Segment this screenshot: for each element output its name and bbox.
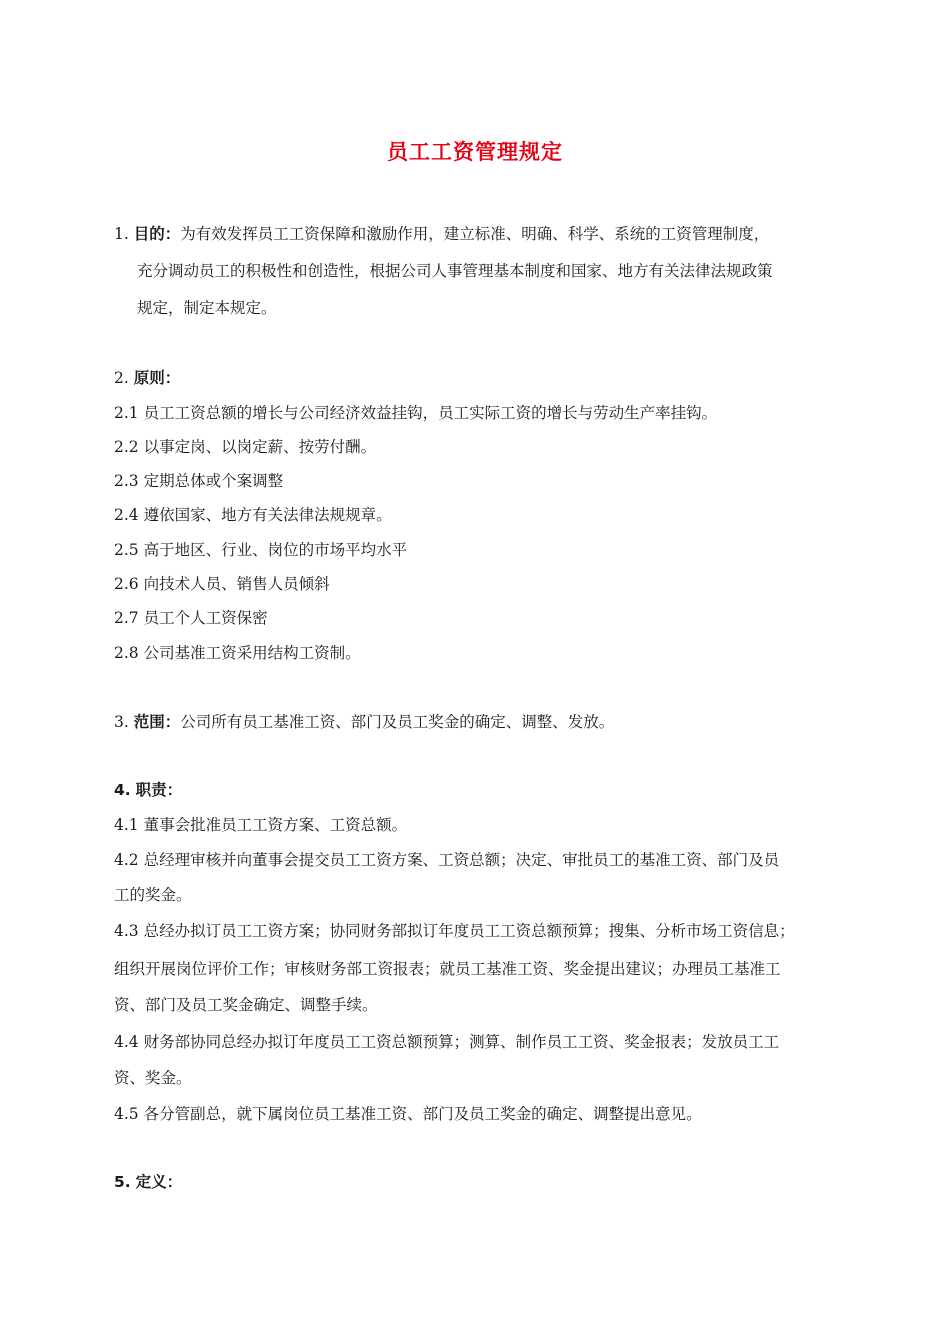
duty-line: 4.3 总经办拟订员工工资方案；协同财务部拟订年度员工工资总额预算；搜集、分析市场工资信息；	[114, 922, 795, 940]
principle-item: 2.6 向技术人员、销售人员倾斜	[114, 575, 330, 593]
document-title: 员工工资管理规定	[387, 140, 563, 164]
section-number: 2.	[114, 369, 129, 387]
principle-item: 2.8 公司基准工资采用结构工资制。	[114, 644, 361, 662]
section-number: 4.	[114, 781, 131, 799]
section-number: 1.	[114, 225, 129, 243]
section-purpose-line-3: 规定，制定本规定。	[137, 299, 277, 317]
principle-item: 2.3 定期总体或个案调整	[114, 472, 284, 490]
principle-item: 2.7 员工个人工资保密	[114, 609, 268, 627]
section-text: 为有效发挥员工工资保障和激励作用，建立标准、明确、科学、系统的工资管理制度，	[180, 225, 770, 243]
section-heading: 定义：	[135, 1173, 183, 1191]
section-number: 3.	[114, 713, 129, 731]
duty-line: 资、奖金。	[114, 1069, 192, 1087]
section-definitions-heading	[114, 1172, 182, 1192]
duty-line: 4.5 各分管副总，就下属岗位员工基准工资、部门及员工奖金的确定、调整提出意见。	[114, 1105, 702, 1123]
principle-item: 2.2 以事定岗、以岗定薪、按劳付酬。	[114, 438, 377, 456]
duty-line: 工的奖金。	[114, 886, 192, 904]
duty-line: 4.2 总经理审核并向董事会提交员工工资方案、工资总额；决定、审批员工的基准工资、部门及员	[114, 851, 780, 869]
section-number: 5.	[114, 1173, 131, 1191]
section-heading: 原则：	[133, 369, 181, 387]
duty-line: 4.1 董事会批准员工工资方案、工资总额。	[114, 816, 408, 834]
principle-item: 2.1 员工工资总额的增长与公司经济效益挂钩，员工实际工资的增长与劳动生产率挂钩。	[114, 404, 718, 422]
section-scope-line	[114, 712, 614, 732]
principle-item: 2.5 高于地区、行业、岗位的市场平均水平	[114, 541, 408, 559]
section-text: 公司所有员工基准工资、部门及员工奖金的确定、调整、发放。	[180, 713, 615, 731]
duty-line: 4.4 财务部协同总经办拟订年度员工工资总额预算；测算、制作员工工资、奖金报表；发放员工工	[114, 1033, 780, 1051]
section-principles-heading	[114, 368, 180, 388]
principle-item: 2.4 遵依国家、地方有关法律法规规章。	[114, 506, 392, 524]
duty-line: 资、部门及员工奖金确定、调整手续。	[114, 996, 378, 1014]
duty-line: 组织开展岗位评价工作；审核财务部工资报表；就员工基准工资、奖金提出建议；办理员工基准工	[114, 960, 781, 978]
section-heading: 目的：	[133, 225, 181, 243]
section-purpose-line-2: 充分调动员工的积极性和创造性，根据公司人事管理基本制度和国家、地方有关法律法规政策	[137, 262, 773, 280]
section-duties-heading	[114, 780, 182, 800]
section-purpose-line-1	[114, 224, 769, 244]
section-heading: 范围：	[133, 713, 181, 731]
section-heading: 职责：	[135, 781, 183, 799]
